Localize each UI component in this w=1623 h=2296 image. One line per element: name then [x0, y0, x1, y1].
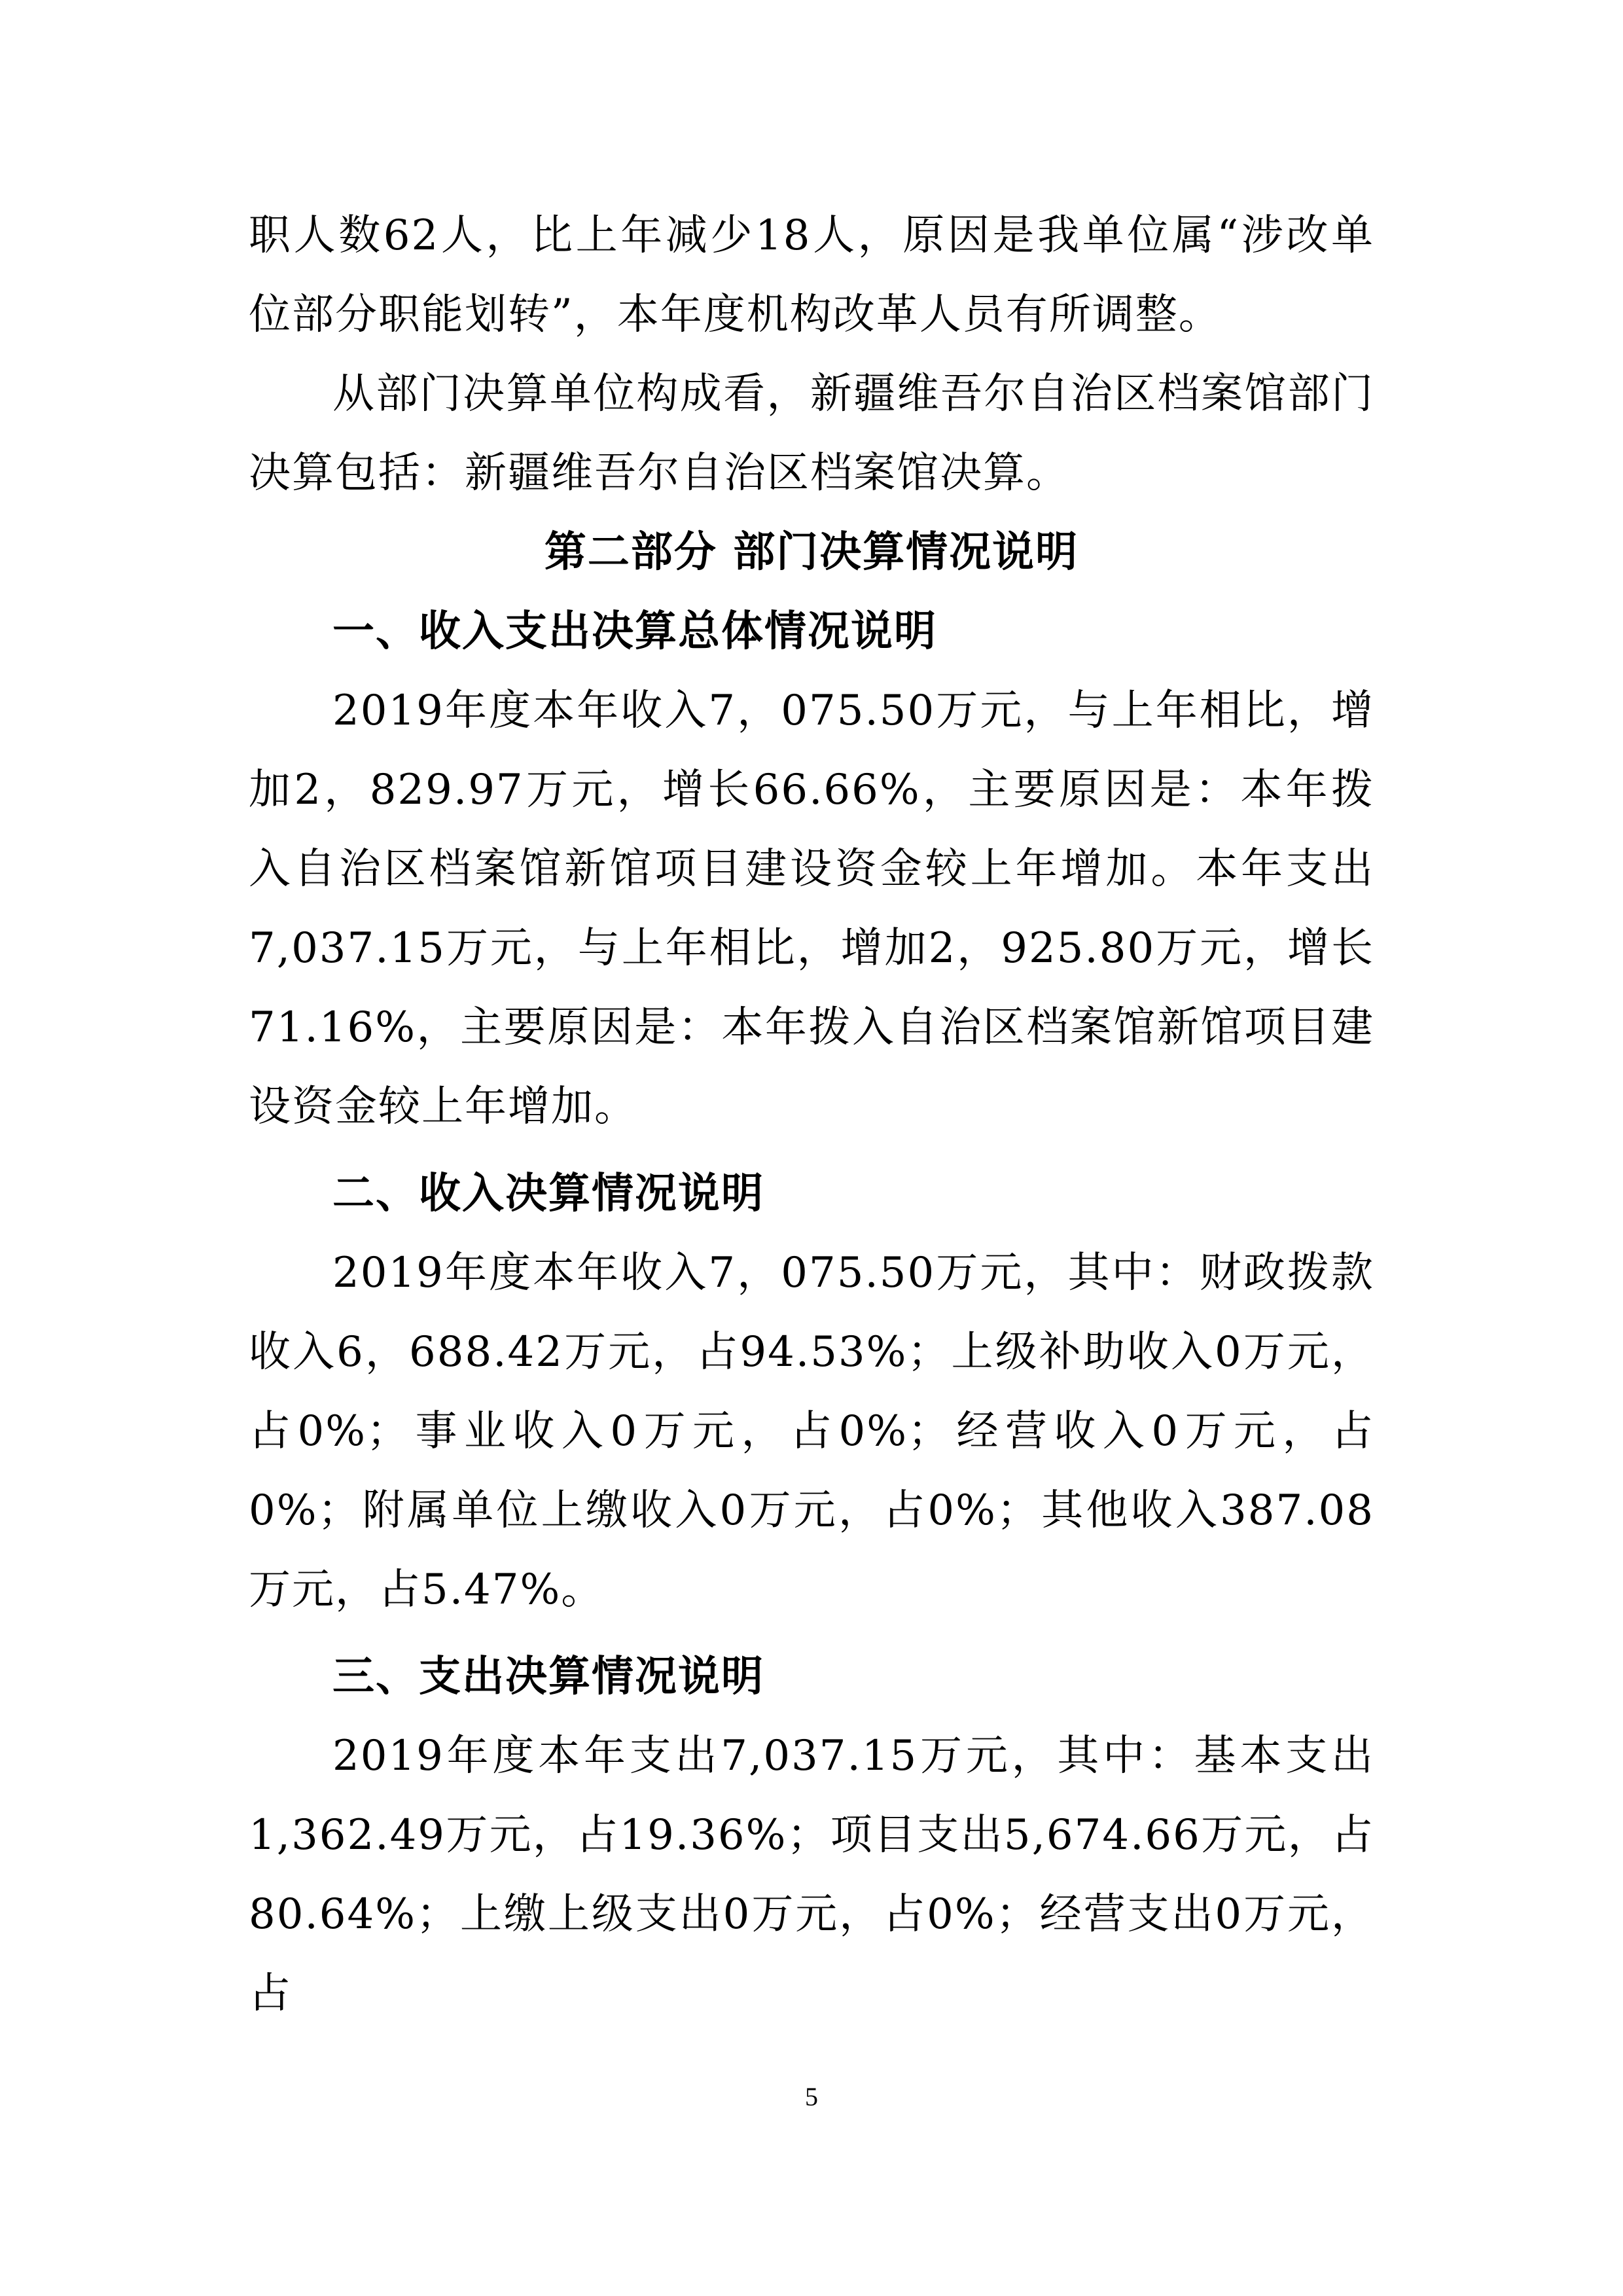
part-title: 第二部分 部门决算情况说明	[544, 528, 1079, 577]
section-heading-1: 一、收入支出决算总体情况说明	[332, 607, 937, 656]
section-body-2: 2019年度本年收入7，075.50万元，其中：财政拨款收入6，688.42万元，占94.53%；上级补助收入0万元，占0%；事业收入0万元，占0%；经营收入0万元，占0%；附属单位上缴收入0万元，占0%；其他收入387.08万元，占5.47%。	[249, 1249, 1374, 1614]
document-body	[249, 196, 1374, 2034]
section-body-3: 2019年度本年支出7,037.15万元，其中：基本支出1,362.49万元，占19.36%；项目支出5,674.66万元，占80.64%；上缴上级支出0万元，占0%；经营支出0万元，占	[249, 1732, 1374, 2018]
page-number: 5	[805, 2082, 818, 2111]
paragraph-staff-count: 职人数62人，比上年减少18人，原因是我单位属“涉改单位部分职能划转”，本年度机构改革人员有所调整。	[249, 211, 1374, 339]
section-heading-2: 二、收入决算情况说明	[332, 1170, 764, 1218]
section-body-1: 2019年度本年收入7，075.50万元，与上年相比，增加2，829.97万元，增长66.66%，主要原因是：本年拨入自治区档案馆新馆项目建设资金较上年增加。本年支出7,037.15万元，与上年相比，增加2，925.80万元，增长71.16%，主要原因是：本年拨入自治区档案馆新馆项目建设资金较上年增加。	[249, 687, 1374, 1131]
paragraph-unit-composition: 从部门决算单位构成看，新疆维吾尔自治区档案馆部门决算包括：新疆维吾尔自治区档案馆决算。	[249, 370, 1374, 497]
section-heading-3: 三、支出决算情况说明	[332, 1653, 764, 1701]
